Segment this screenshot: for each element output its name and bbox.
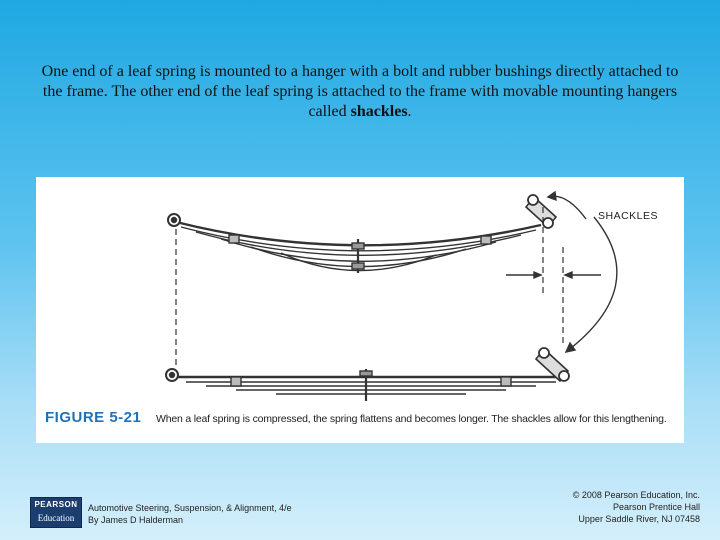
logo-sub: Education bbox=[37, 513, 75, 523]
caption-end: . bbox=[407, 103, 412, 120]
caption-bold-term: shackles bbox=[350, 103, 408, 120]
logo-brand: PEARSON bbox=[34, 500, 78, 509]
footer-book-title: Automotive Steering, Suspension, & Alignment, 4/e bbox=[88, 503, 292, 513]
footer-author: By James D Halderman bbox=[88, 515, 184, 525]
footer-copyright bbox=[573, 489, 700, 525]
figure-number: FIGURE 5-21 bbox=[45, 409, 142, 426]
shackles-callout-label: SHACKLES bbox=[598, 210, 659, 222]
figure-panel bbox=[36, 177, 684, 443]
pearson-education-logo bbox=[30, 497, 82, 528]
footer-book-info bbox=[88, 502, 292, 526]
slide-caption bbox=[40, 62, 680, 122]
leaf-spring-illustration bbox=[36, 177, 684, 443]
caption-text: One end of a leaf spring is mounted to a hanger with a bolt and rubber bushings directly attached to the frame. The other end of the leaf spring is attached to the frame with movable mounting hangers called bbox=[41, 63, 679, 120]
footer-copyright-line2: Pearson Prentice Hall bbox=[612, 502, 700, 512]
footer-copyright-line1: © 2008 Pearson Education, Inc. bbox=[572, 490, 700, 500]
footer-copyright-line3: Upper Saddle River, NJ 07458 bbox=[578, 514, 700, 524]
figure-caption: When a leaf spring is compressed, the spring flattens and becomes longer. The shackles allow for this lengthening. bbox=[156, 413, 667, 425]
